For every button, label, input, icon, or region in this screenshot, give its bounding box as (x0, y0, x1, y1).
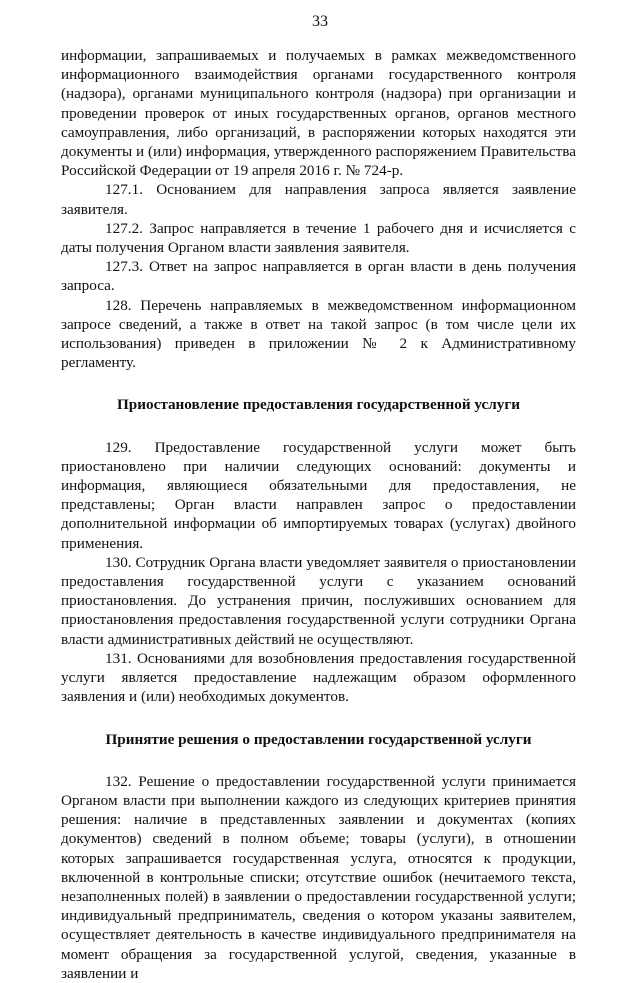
paragraph-127-3: 127.3. Ответ на запрос направляется в орган власти в день получения запроса. (61, 258, 576, 295)
section-heading-suspension: Приостановление предоставления государственной услуги (116, 396, 521, 414)
paragraph-132: 132. Решение о предоставлении государственной услуги принимается Органом власти при выполнении каждого из следующих критериев принятия решения: наличие в представленных заявлении и документах (копиях документов) сведений в полном объеме; товары (услуги), в отношении которых запрашивается государственная услуга, относятся к продукции, включенной в контрольные списки; отсутствие ошибок (нечитаемого текста, незаполненных полей) в заявлении о предоставлении государственной услуги; индивидуальный предприниматель, сведения о котором указаны заявителем, осуществляет деятельность в качестве индивидуального предпринимателя на момент обращения за государственной услугой, сведения, указанные в заявлении и (61, 772, 576, 982)
paragraph-128: 128. Перечень направляемых в межведомственном информационном запросе сведений, а также в ответ на такой запрос (в том числе цели их использования) приведен в приложении № 2 к Административному регламенту. (61, 296, 576, 372)
document-body (61, 46, 576, 983)
paragraph-129: 129. Предоставление государственной услуги может быть приостановлено при наличии следующих оснований: документы и информация, являющиеся обязательными для предоставления, не представлены; Орган власти направлен запрос о предоставлении дополнительной информации об импортируемых товарах (услугах) двойного применения. (61, 438, 576, 552)
paragraph-127-1: 127.1. Основанием для направления запроса является заявление заявителя. (61, 181, 576, 218)
section-heading-decision: Принятие решения о предоставлении государственной услуги (105, 730, 532, 748)
paragraph-131: 131. Основаниями для возобновления предоставления государственной услуги является предоставление надлежащим образом оформленного заявления и (или) необходимых документов. (61, 649, 576, 706)
paragraph-127-2: 127.2. Запрос направляется в течение 1 рабочего дня и исчисляется с даты получения Органом власти заявления заявителя. (61, 219, 576, 257)
paragraph-continuation: информации, запрашиваемых и получаемых в рамках межведомственного информационного взаимодействия органами государственного контроля (надзора), органами муниципального контроля (надзора) при организации и проведении проверок от иных государственных органов, органов местного самоуправления, либо организаций, в распоряжении которых находятся эти документы и (или) информация, утвержденного распоряжением Правительства Российской Федерации от 19 апреля 2016 г. № 724-р. (61, 47, 576, 180)
paragraph-130: 130. Сотрудник Органа власти уведомляет заявителя о приостановлении предоставления государственной услуги с указанием оснований приостановления. До устранения причин, послуживших основанием для приостановления предоставления государственной услуги сотрудники Органа власти административных действий не осуществляют. (61, 553, 576, 648)
page-number: 33 (312, 13, 328, 30)
